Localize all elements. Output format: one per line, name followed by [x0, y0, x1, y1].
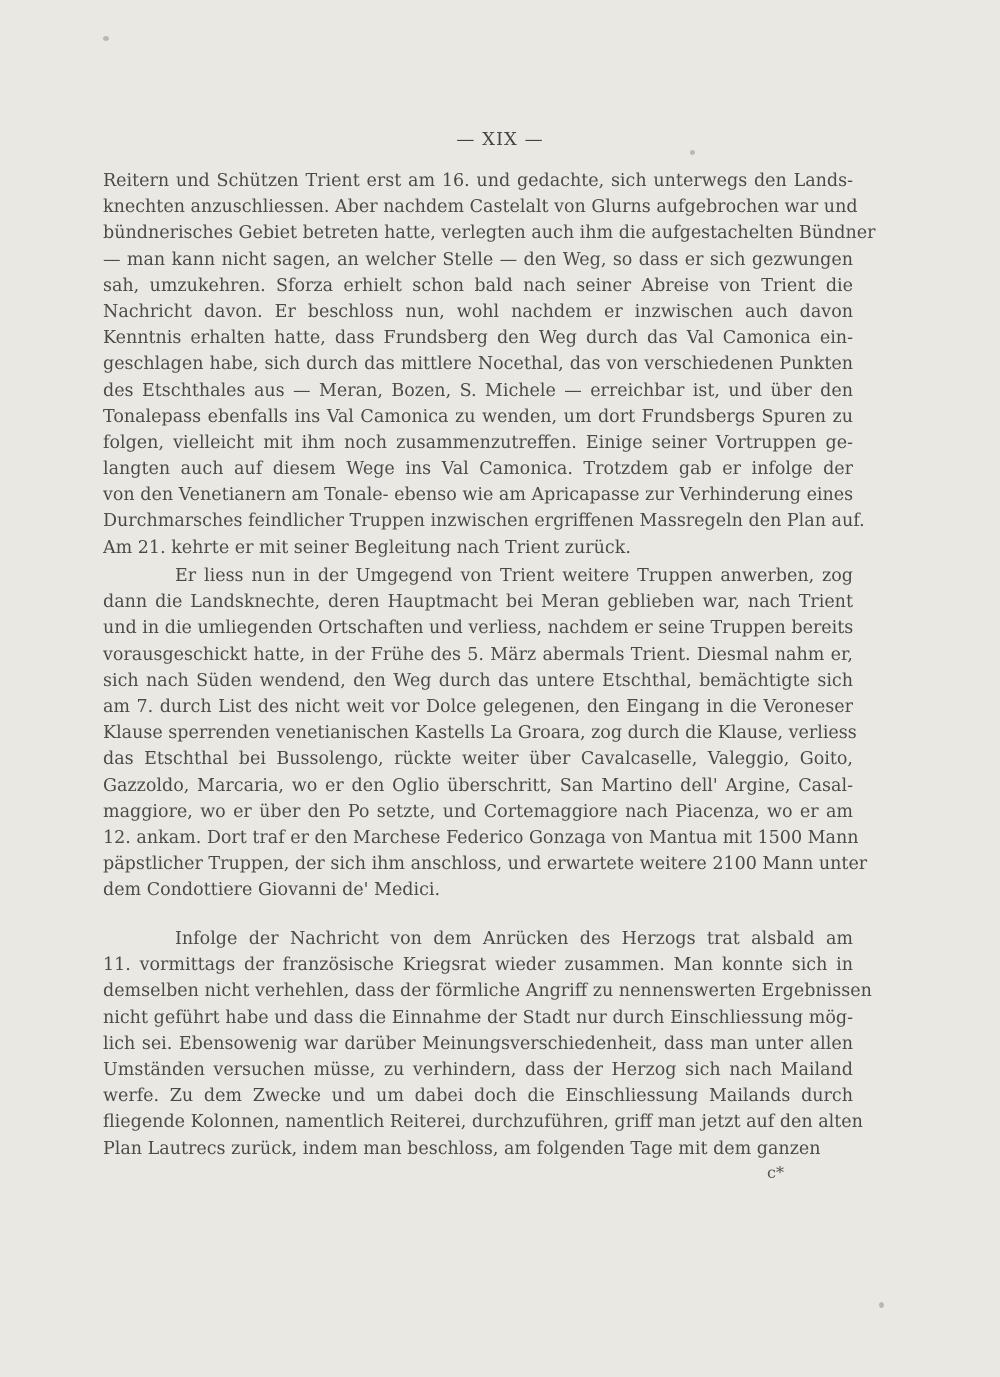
text-line: sah, umzukehren. Sforza erhielt schon bald nach seiner Abreise von Trient die [103, 275, 853, 296]
text-line: lich sei. Ebensowenig war darüber Meinungsverschiedenheit, dass man unter allen [103, 1033, 853, 1054]
paper-speck [690, 150, 695, 155]
text-line: 12. ankam. Dort traf er den Marchese Federico Gonzaga von Mantua mit 1500 Mann [103, 827, 859, 848]
signature-mark: c* [767, 1163, 784, 1182]
text-line: Durchmarsches feindlicher Truppen inzwischen ergriffenen Massregeln den Plan auf. [103, 511, 865, 532]
text-line: Am 21. kehrte er mit seiner Begleitung nach Trient zurück. [103, 537, 631, 558]
text-line: Nachricht davon. Er beschloss nun, wohl nachdem er inzwischen auch davon [103, 301, 853, 322]
text-line: päpstlicher Truppen, der sich ihm anschloss, und erwartete weitere 2100 Mann unter [103, 854, 868, 875]
text-line: Plan Lautrecs zurück, indem man beschloss, am folgenden Tage mit dem ganzen [103, 1138, 821, 1159]
text-line: Kenntnis erhalten hatte, dass Frundsberg den Weg durch das Val Camonica ein- [103, 328, 853, 349]
paragraph-1 [103, 168, 876, 561]
paragraph-3 [103, 926, 872, 1162]
text-line: folgen, vielleicht mit ihm noch zusammenzutreffen. Einige seiner Vortruppen ge- [103, 432, 853, 453]
text-line: dem Condottiere Giovanni de' Medici. [103, 880, 441, 901]
text-line: werfe. Zu dem Zwecke und um dabei doch die Einschliessung Mailands durch [103, 1086, 853, 1107]
text-line: demselben nicht verhehlen, dass der förmliche Angriff zu nennenswerten Ergebnissen [103, 981, 872, 1002]
text-line: vorausgeschickt hatte, in der Frühe des 5. März abermals Trient. Diesmal nahm er, [103, 644, 853, 665]
text-line: — man kann nicht sagen, an welcher Stelle — den Weg, so dass er sich gezwungen [103, 249, 853, 270]
paper-speck [879, 1302, 884, 1308]
paper-speck [103, 36, 109, 41]
text-line: Infolge der Nachricht von dem Anrücken des Herzogs trat alsbald am [175, 929, 853, 949]
text-line: 11. vormittags der französische Kriegsrat wieder zusammen. Man konnte sich in [103, 955, 853, 976]
text-line: sich nach Süden wendend, den Weg durch das untere Etschthal, bemächtigte sich [103, 670, 853, 691]
text-line: Er liess nun in der Umgegend von Trient weitere Truppen anwerben, zog [175, 566, 853, 586]
page-number-header: — XIX — [456, 129, 544, 150]
text-line: knechten anzuschliessen. Aber nachdem Castelalt von Glurns aufgebrochen war und [103, 197, 858, 218]
text-line: langten auch auf diesem Wege ins Val Camonica. Trotzdem gab er infolge der [103, 459, 853, 480]
paragraph-2 [103, 563, 868, 903]
text-line: dann die Landsknechte, deren Hauptmacht bei Meran geblieben war, nach Trient [103, 592, 853, 613]
text-line: maggiore, wo er über den Po setzte, und Cortemaggiore nach Piacenza, wo er am [103, 801, 853, 822]
text-line: von den Venetianern am Tonale- ebenso wie am Apricapasse zur Verhinderung eines [103, 485, 854, 506]
text-line: des Etschthales aus — Meran, Bozen, S. Michele — erreichbar ist, und über den [103, 380, 853, 401]
text-line: Tonalepass ebenfalls ins Val Camonica zu wenden, um dort Frundsbergs Spuren zu [103, 406, 853, 427]
text-line: das Etschthal bei Bussolengo, rückte weiter über Cavalcaselle, Valeggio, Goito, [103, 749, 853, 770]
text-line: fliegende Kolonnen, namentlich Reiterei, durchzuführen, griff man jetzt auf den alten [103, 1112, 863, 1133]
text-line: Umständen versuchen müsse, zu verhindern, dass der Herzog sich nach Mailand [103, 1059, 853, 1080]
text-line: Klause sperrenden venetianischen Kastells La Groara, zog durch die Klause, verliess [103, 723, 857, 744]
text-line: bündnerisches Gebiet betreten hatte, verlegten auch ihm die aufgestachelten Bündner [103, 223, 876, 244]
text-line: und in die umliegenden Ortschaften und verliess, nachdem er seine Truppen bereits [103, 618, 854, 639]
text-line: geschlagen habe, sich durch das mittlere Nocethal, das von verschiedenen Punkten [103, 354, 853, 375]
text-line: nicht geführt habe und dass die Einnahme der Stadt nur durch Einschliessung mög- [103, 1007, 853, 1028]
text-line: Reitern und Schützen Trient erst am 16. und gedachte, sich unterwegs den Lands- [103, 171, 853, 191]
text-line: am 7. durch List des nicht weit vor Dolce gelegenen, den Eingang in die Veroneser [103, 696, 853, 717]
text-line: Gazzoldo, Marcaria, wo er den Oglio überschritt, San Martino dell' Argine, Casal- [103, 775, 853, 796]
